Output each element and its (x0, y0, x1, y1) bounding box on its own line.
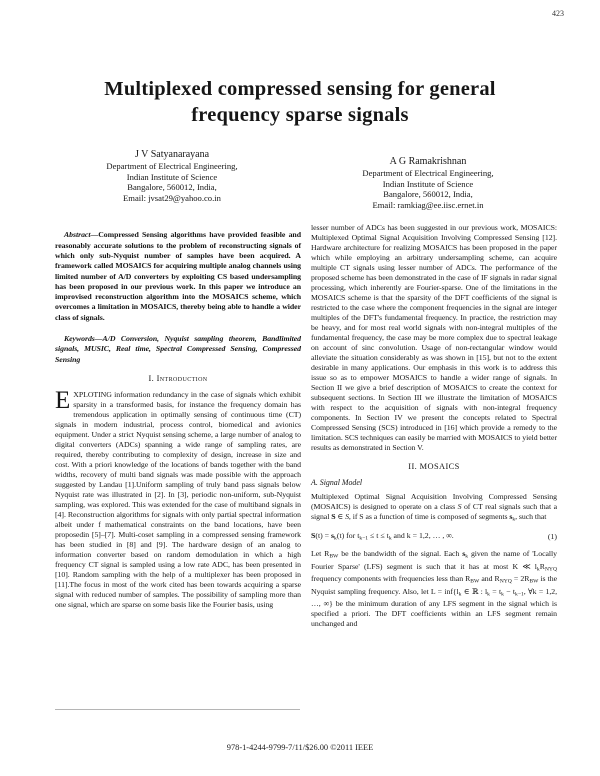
equation-number: (1) (547, 532, 557, 542)
abstract-paragraph (55, 230, 301, 323)
dropcap: E (55, 386, 71, 414)
author-affiliation-line: Indian Institute of Science (126, 171, 218, 182)
subsection-heading-signal-model: A. Signal Model (311, 478, 363, 488)
copyright-footer: 978-1-4244-9799-7/11/$26.00 ©2011 IEEE (226, 743, 374, 752)
two-column-body (55, 223, 557, 629)
left-column (55, 223, 301, 629)
keywords-label: Keywords— (64, 334, 103, 344)
signal-model-paragraph: Multiplexed Optimal Signal Acquisition Involving Compressed Sensing (MOSAICS) is designed to operate on a class S of CT real signals such that a signal S ∈ S, if S as a function of time is composed of segments sk, such that (311, 492, 557, 523)
author-blocks (0, 148, 600, 210)
equation-1 (311, 531, 557, 544)
paper-title: Multiplexed compressed sensing for general frequency sparse signals (104, 78, 496, 126)
section-heading-mosaics: II. MOSAICS (408, 462, 460, 472)
author-affiliation-line: Bangalore, 560012, India, (127, 182, 217, 193)
author-affiliation-line: Department of Electrical Engineering, (362, 168, 494, 178)
author-email: Email: ramkiag@ee.iisc.ernet.in (372, 199, 484, 210)
author-name: A G Ramakrishnan (389, 156, 467, 167)
author-affiliation-line: Bangalore, 560012, India, (383, 189, 473, 200)
introduction-text: XPLOTING information redundancy in the case of signals which exhibit sparsity in a transformed basis, for instance the frequency domain has tremendous application in optimally sensing of continuous time (CT) signals in modern industrial, process control, biomedical and avionics equipment. Under a strict Nyquist sensing scheme, a large number of analog to digital converters (ADCs) spanning a wide range of sampling rates, are required, thereby contributing to complexity of design, increase in size and cost. With a priori knowledge of the locations of bands together with the band widths, recovery of multi band signals was made possible with the approach suggested by Landau [1].Uniform sampling of truly band pass signals below Nyquist rate was illustrated in [2]. In [3], periodic non-uniform, sub-Nyquist sampling, was explored. This was extended for the case of multiband signals in [4]. Reconstruction algorithms for signals with only partial spectral information albeit under f mathematical constraints on the band locations, have been proposedin [5]–[7]. Multi-coset sampling in a compressed sensing framework has been studied in [8] and [9]. The hardware design of an analog to information converter based on random demodulation in which a high frequency CT signal is sampled using a low rate ADC, has been presented in [10]. Random sampling with the help of a multiplexer has been proposed in [11].The focus in most of the work cited has been towards acquiring a sparse signal with reduced number of samples. The possibility of sampling more than one signal, which are sparse on some basis like the Fourier basis, using (55, 389, 301, 609)
bandwidth-paragraph: Let RBW be the bandwidth of the signal. Each sk given the name of 'Locally Fourier Sparse' (LFS) segment is such that it has at most K ≪ lkRNYQ frequency components with frequencies less than RBW and RNYQ = 2RBW is the Nyquist sampling frequency. Also, let L = inf{lk ∈ ℝ : lk = tk − tk−1, ∀k = 1,2, …, ∞} be the minimum duration of any LFS segment in the signal which is specified a priori. The DFT coefficients within an LFS segment remain unchanged and (311, 549, 558, 629)
section-heading-introduction: I. Introduction (148, 373, 208, 383)
author-affiliation-line: Indian Institute of Science (382, 178, 474, 189)
author-block-1 (66, 148, 278, 210)
author-block-2 (322, 155, 534, 210)
equation-body: S(t) = sk(t) for tk−1 ≤ t ≤ tk and k = 1,2, … , ∞. (311, 530, 454, 542)
introduction-paragraph (55, 386, 301, 610)
author-name: J V Satyanarayana (134, 149, 210, 160)
page-number: 423 (552, 9, 564, 18)
author-affiliation-line: Department of Electrical Engineering, (106, 161, 238, 171)
right-column (311, 223, 557, 629)
footnote-rule (55, 709, 300, 710)
abstract-text: Compressed Sensing algorithms have provided feasible and reasonably accurate solutions to the problem of reconstructing signals of which only sub-Nyquist number of samples have been acquired. A framework called MOSAICS for acquiring multiple analog channels using limited number of A/D converters by exploiting CS based undersampling has been proposed in our previous work. In this paper we introduce an improvised reconstruction algorithm into the MOSAICS scheme, which overcomes a limitation in MOSAICS, thereby being able to handle a wider class of signals. (55, 230, 301, 322)
keywords-text: A/D Conversion, Nyquist sampling theorem, Bandlimited signals, MUSIC, Real time, Spectral Compressed Sensing, Compressed Sensing (55, 334, 301, 364)
abstract-label: Abstract— (64, 230, 99, 240)
author-email: Email: jvsat29@yahoo.co.in (123, 192, 221, 203)
introduction-continued-paragraph: lesser number of ADCs has been suggested in our previous work, MOSAICS: Multiplexed Optimal Signal Acquisition Involving Compressed Sensing [12]. Hardware architecture for realizing MOSAICS has been proposed in the paper which while employing an arbitrary undersampling scheme, can acquire multiple CT signals using lesser number of ADCs. The performance of the proposed scheme has been demonstrated in the case of IF signals in radar signal processing, which inherently are Fourier-sparse. One of the limitations in the MOSAICS scheme is that the sparsity of the DFT coefficients of the signal is restricted to the case where the component frequencies in the signal are integer multiples of the DFT's fundamental frequency. In practice, the restriction may be heavy, and for most real world signals with non-integral multiples of the fundamental frequency, the case may be more complex due to spectral leakage on account of sinc convolution. Usage of non-rectangular window would alleviate the situation considerably as was shown in [15], but not to the extent desirable in many applications. Our emphasis in this work is to address this issue so as to empower MOSAICS to handle a wider range of signals. In Section II we give a brief description of MOSAICS to create the context for subsequent sections. In Section III we illustrate the limitation of MOSAICS with respect to the acquisition of signals with non-integral frequency components. In Section IV we present the concepts related to Spectral Compressed Sensing (SCS) introduced in [16] which provide a remedy to the limitation. SCS techniques can easily be married with MOSAICS to yield better results as demonstrated in Section V. (311, 223, 557, 453)
keywords-paragraph (55, 334, 301, 365)
